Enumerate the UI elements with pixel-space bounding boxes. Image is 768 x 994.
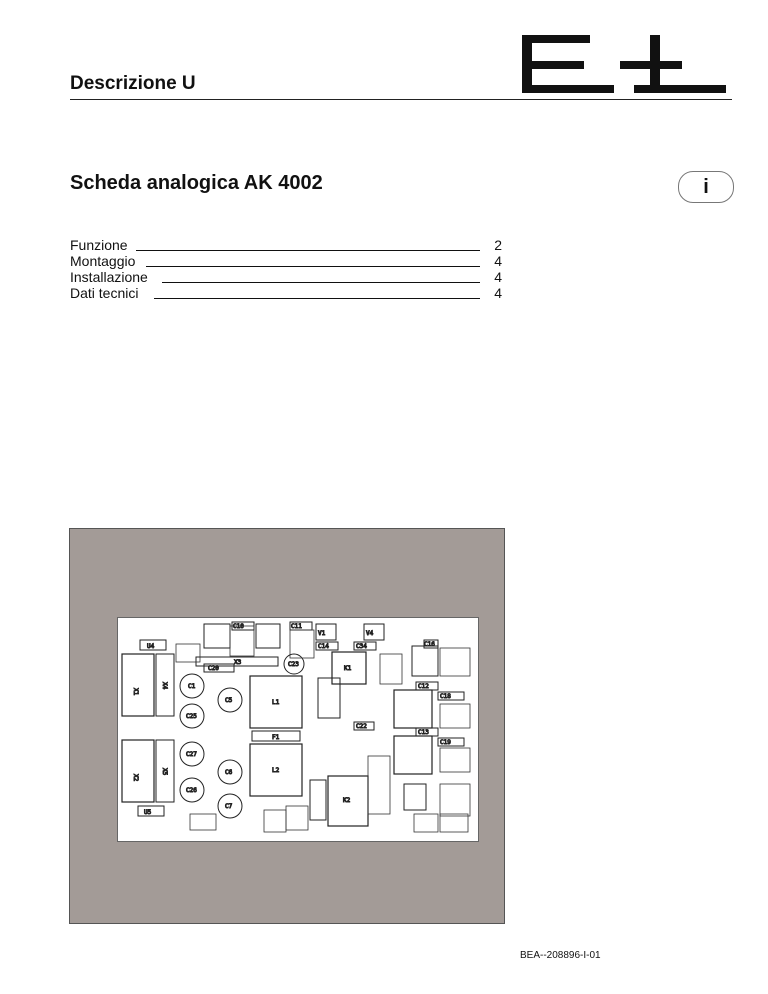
toc-entry[interactable] (70, 285, 502, 301)
ic-n5 (404, 784, 426, 810)
label-l1: L1 (272, 699, 280, 706)
header-divider (70, 99, 732, 100)
document-title: Scheda analogica AK 4002 (70, 172, 323, 194)
label-u4: U4 (147, 643, 155, 650)
label-c26: C26 (186, 787, 197, 794)
label-c22: C22 (356, 723, 367, 730)
toc-page: 4 (494, 285, 502, 301)
label-v1: V1 (318, 630, 326, 637)
toc-entry[interactable] (70, 253, 502, 269)
label-c10: C10 (233, 623, 244, 630)
toc-leader (154, 298, 480, 299)
transistor-u5b (310, 780, 326, 820)
toc-leader (162, 282, 480, 283)
connector-x1 (122, 654, 154, 716)
toc-leader (136, 250, 480, 251)
toc-entry[interactable] (70, 269, 502, 285)
label-c18: C18 (440, 693, 451, 700)
label-k2: K2 (343, 797, 351, 804)
label-c20: C20 (208, 665, 219, 672)
label-c14: C14 (318, 643, 329, 650)
label-l2: L2 (272, 767, 280, 774)
label-c11: C11 (291, 623, 302, 630)
toc-page: 4 (494, 253, 502, 269)
label-c16: C16 (424, 641, 435, 648)
label-x5: X5 (161, 768, 168, 776)
toc-entry[interactable] (70, 237, 502, 253)
label-c7: C7 (225, 803, 233, 810)
ic-n4 (412, 646, 438, 676)
component-d1 (204, 624, 230, 648)
label-u5: U5 (144, 809, 152, 816)
label-c23: C23 (288, 661, 299, 668)
ic-u3 (394, 736, 432, 774)
label-x1: X1 (132, 688, 139, 696)
info-icon: i (678, 171, 734, 203)
label-c13: C13 (418, 729, 429, 736)
toc-leader (146, 266, 480, 267)
document-code: BEA--208896-I-01 (520, 950, 601, 961)
toc-label: Montaggio (70, 253, 136, 269)
component-d3 (256, 624, 280, 648)
label-c25: C25 (186, 713, 197, 720)
toc-page: 4 (494, 269, 502, 285)
label-k1: K1 (344, 665, 352, 672)
ic-u1 (394, 690, 432, 728)
header-title: Descrizione U (70, 73, 196, 94)
toc-label: Installazione (70, 269, 148, 285)
label-c6: C6 (225, 769, 233, 776)
label-c27: C27 (186, 751, 197, 758)
table-of-contents (70, 237, 502, 301)
label-c12: C12 (418, 683, 429, 690)
label-x2: X2 (132, 774, 139, 782)
company-logo (522, 35, 726, 93)
label-v4: V4 (366, 630, 374, 637)
toc-page: 2 (494, 237, 502, 253)
label-c1: C1 (188, 683, 196, 690)
circuit-board-image (117, 617, 479, 842)
toc-label: Funzione (70, 237, 128, 253)
label-c19: C19 (440, 739, 451, 746)
label-c5: C5 (225, 697, 233, 704)
label-c34: C34 (356, 643, 367, 650)
connector-x2 (122, 740, 154, 802)
label-x4: X4 (161, 682, 168, 690)
toc-label: Dati tecnici (70, 285, 139, 301)
label-x3: X3 (234, 659, 242, 666)
label-f1: F1 (272, 734, 280, 741)
